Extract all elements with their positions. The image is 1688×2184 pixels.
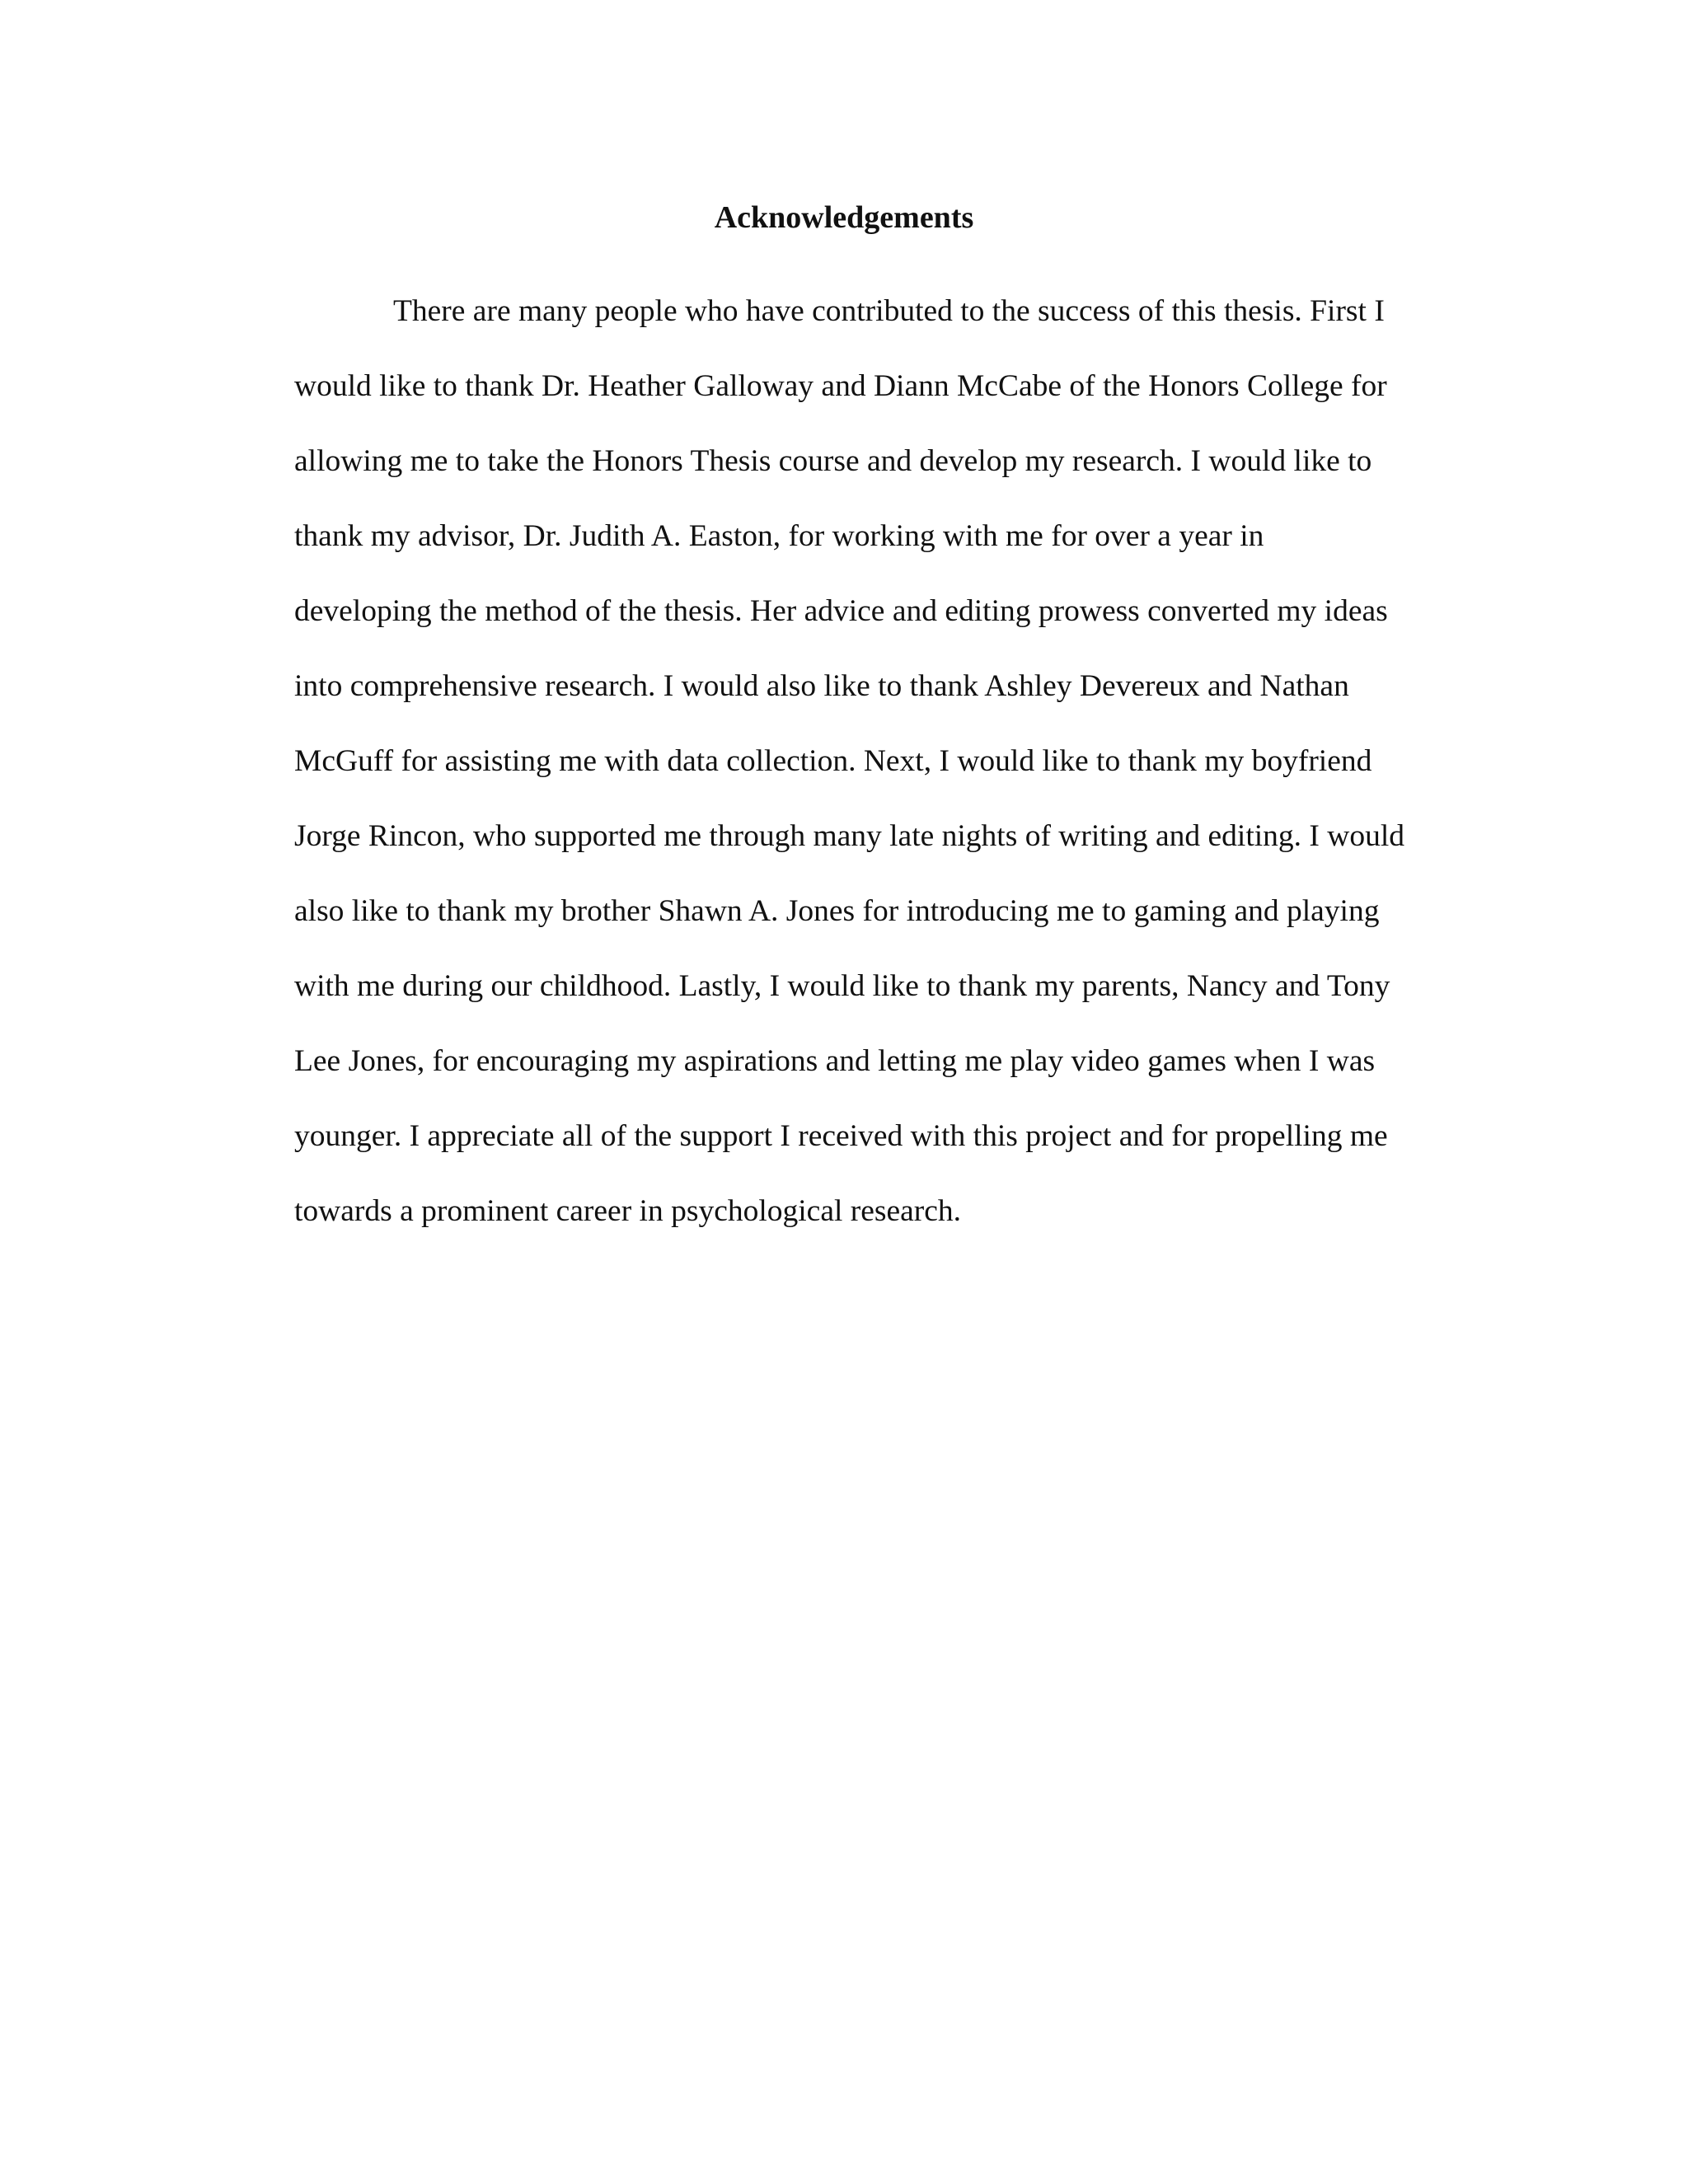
paragraph-line: also like to thank my brother Shawn A. Jones for introducing me to gaming and playing (294, 894, 1380, 928)
paragraph-line: developing the method of the thesis. Her advice and editing prowess converted my ideas (294, 594, 1388, 628)
page-title: Acknowledgements (714, 200, 974, 235)
paragraph-line: allowing me to take the Honors Thesis course and develop my research. I would like to (294, 444, 1372, 478)
paragraph-line: thank my advisor, Dr. Judith A. Easton, for working with me for over a year in (294, 519, 1264, 553)
paragraph-line: towards a prominent career in psychological research. (294, 1194, 962, 1228)
paragraph-line: younger. I appreciate all of the support I received with this project and for propelling me (294, 1119, 1388, 1153)
paragraph-line: with me during our childhood. Lastly, I would like to thank my parents, Nancy and Tony (294, 969, 1390, 1003)
paragraph-line: would like to thank Dr. Heather Galloway and Diann McCabe of the Honors College for (294, 369, 1387, 403)
paragraph-line: There are many people who have contributed to the success of this thesis. First I (393, 294, 1385, 328)
paragraph-line: Jorge Rincon, who supported me through many late nights of writing and editing. I would (294, 819, 1405, 853)
paragraph-line: into comprehensive research. I would also like to thank Ashley Devereux and Nathan (294, 669, 1349, 703)
paragraph-line: McGuff for assisting me with data collection. Next, I would like to thank my boyfriend (294, 744, 1372, 778)
acknowledgements-paragraph (294, 0, 1481, 2184)
paragraph-line: Lee Jones, for encouraging my aspirations and letting me play video games when I was (294, 1044, 1376, 1078)
